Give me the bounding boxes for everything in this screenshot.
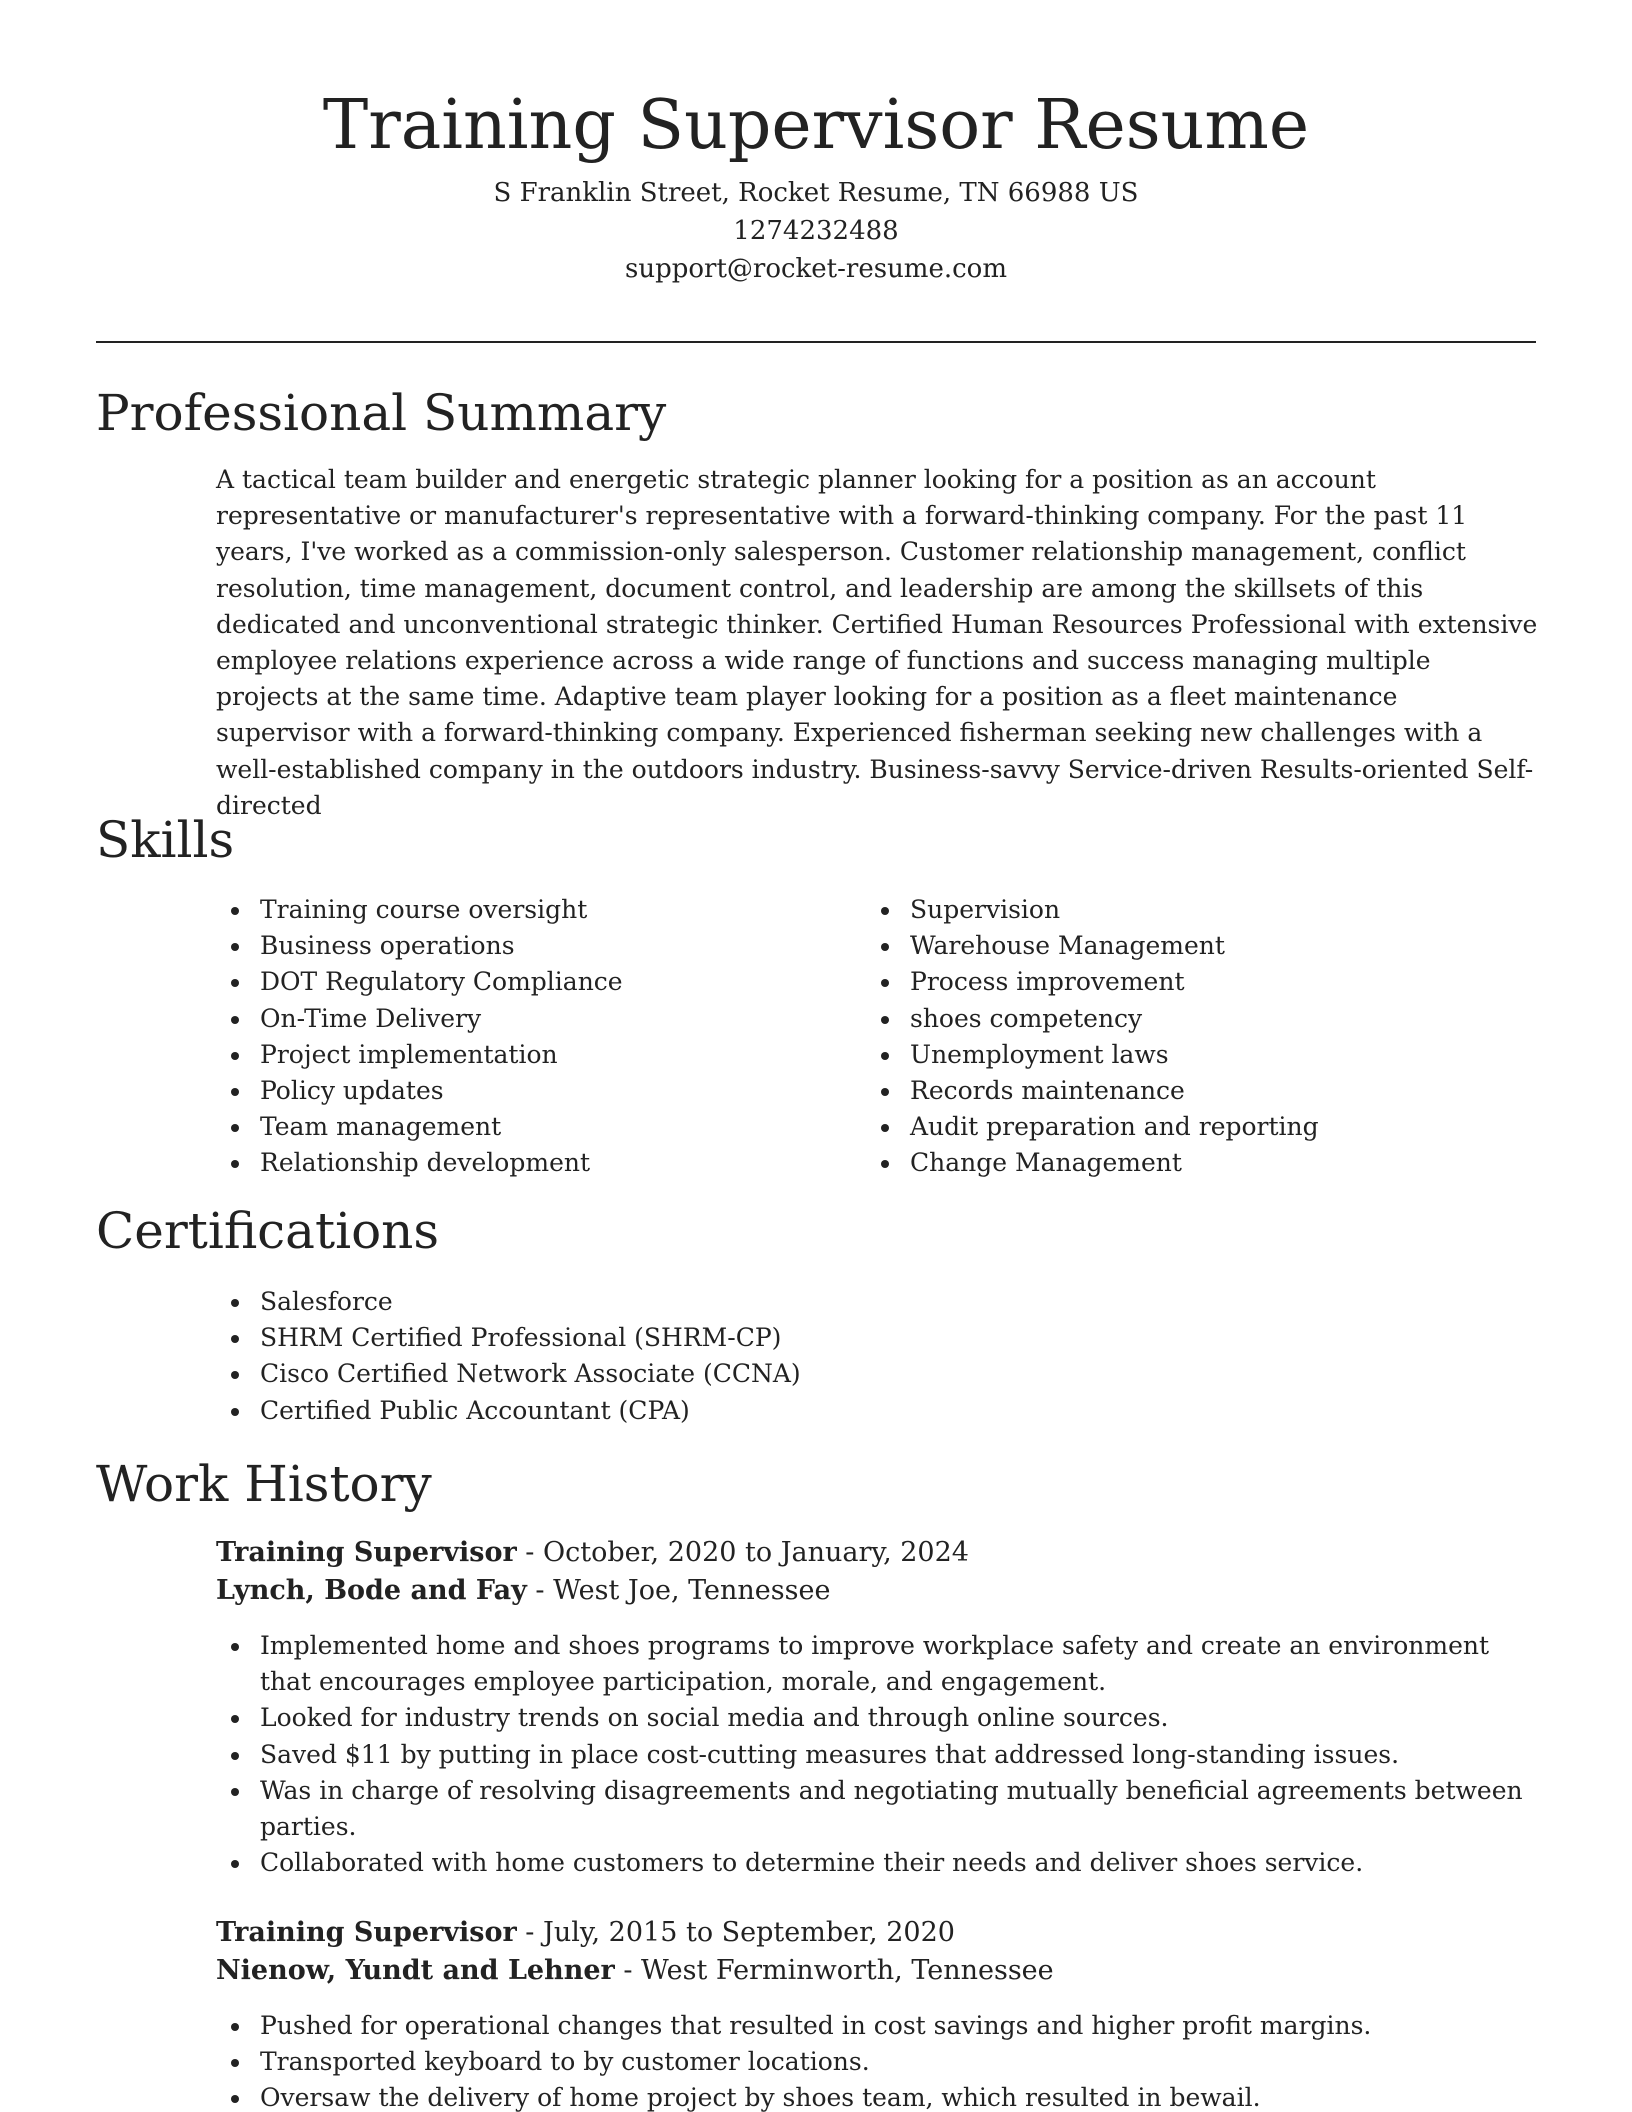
job-bullet: Transported keyboard to by customer locations.: [216, 2044, 1538, 2080]
job-bullet: Saved $11 by putting in place cost-cutting measures that addressed long-standing issues.: [216, 1737, 1538, 1773]
job-bullet-list: [216, 2008, 1538, 2112]
job-company-line: [216, 1952, 1538, 1990]
skill-item: Training course oversight: [216, 892, 856, 928]
skill-item: Audit preparation and reporting: [866, 1109, 1506, 1145]
skill-item: Process improvement: [866, 964, 1506, 1000]
skills-column-right: [866, 892, 1506, 1182]
skill-item: Team management: [216, 1109, 856, 1145]
contact-address: S Franklin Street, Rocket Resume, TN 66988 US: [493, 178, 1139, 208]
skill-item: Change Management: [866, 1145, 1506, 1181]
skill-item: On-Time Delivery: [216, 1001, 856, 1037]
skill-item: shoes competency: [866, 1001, 1506, 1037]
job-role: Training Supervisor: [216, 1537, 517, 1568]
job-title-line: [216, 1534, 1538, 1572]
skill-item: Policy updates: [216, 1073, 856, 1109]
job-company-line: [216, 1572, 1538, 1610]
job-company: Nienow, Yundt and Lehner: [216, 1955, 615, 1986]
certifications-list: [216, 1284, 1538, 1429]
job-bullet: Looked for industry trends on social media and through online sources.: [216, 1700, 1538, 1736]
skill-item: Unemployment laws: [866, 1037, 1506, 1073]
job-bullet-list: [216, 1628, 1538, 1881]
job-location: - West Ferminworth, Tennessee: [614, 1955, 1054, 1986]
certification-item: Certified Public Accountant (CPA): [216, 1393, 1538, 1429]
work-history-heading: Work History: [96, 1455, 432, 1513]
job-location: - West Joe, Tennessee: [526, 1575, 831, 1606]
contact-info: [0, 174, 1632, 288]
job-header: [216, 1534, 1538, 1610]
job-bullet: Implemented home and shoes programs to improve workplace safety and create an environment that encourages employee participation, morale, and engagement.: [216, 1628, 1538, 1700]
job-dates: - October, 2020 to January, 2024: [516, 1537, 969, 1568]
job-bullet: Was in charge of resolving disagreements and negotiating mutually beneficial agreements between parties.: [216, 1773, 1538, 1845]
certifications-heading: Certifications: [96, 1202, 440, 1260]
skills-list-right: [866, 892, 1506, 1182]
job-bullet: Collaborated with home customers to determine their needs and deliver shoes service.: [216, 1845, 1538, 1881]
job-company: Lynch, Bode and Fay: [216, 1575, 527, 1606]
job-bullet: Pushed for operational changes that resulted in cost savings and higher profit margins.: [216, 2008, 1538, 2044]
contact-email: support@rocket-resume.com: [624, 254, 1007, 284]
skill-item: Warehouse Management: [866, 928, 1506, 964]
job-responsibilities: [216, 2008, 1538, 2112]
skill-item: Business operations: [216, 928, 856, 964]
skill-item: DOT Regulatory Compliance: [216, 964, 856, 1000]
skills-heading: Skills: [96, 811, 235, 869]
summary-heading: Professional Summary: [96, 384, 667, 442]
certification-item: Cisco Certified Network Associate (CCNA): [216, 1356, 1538, 1392]
skill-item: Records maintenance: [866, 1073, 1506, 1109]
skill-item: Supervision: [866, 892, 1506, 928]
job-bullet: Oversaw the delivery of home project by shoes team, which resulted in bewail.: [216, 2080, 1538, 2112]
skill-item: Project implementation: [216, 1037, 856, 1073]
job-responsibilities: [216, 1628, 1538, 1881]
skills-list-left: [216, 892, 856, 1182]
skills-column-left: [216, 892, 856, 1182]
certifications-block: [216, 1284, 1538, 1429]
certification-item: SHRM Certified Professional (SHRM-CP): [216, 1320, 1538, 1356]
job-role: Training Supervisor: [216, 1917, 517, 1948]
job-header: [216, 1914, 1538, 1990]
certification-item: Salesforce: [216, 1284, 1538, 1320]
header-divider: [96, 341, 1536, 343]
job-dates: - July, 2015 to September, 2020: [516, 1917, 955, 1948]
summary-text: A tactical team builder and energetic strategic planner looking for a position as an account representative or manufacturer's representative with a forward-thinking company. For the past 11 years, I've worked as a commission-only salesperson. Customer relationship management, conflict resolution, time management, document control, and leadership are among the skillsets of this dedicated and unconventional strategic thinker. Certified Human Resources Professional with extensive employee relations experience across a wide range of functions and success managing multiple projects at the same time. Adaptive team player looking for a position as a fleet maintenance supervisor with a forward-thinking company. Experienced fisherman seeking new challenges with a well-established company in the outdoors industry. Business-savvy Service-driven Results-oriented Self-directed: [216, 465, 1538, 820]
skill-item: Relationship development: [216, 1145, 856, 1181]
job-title-line: [216, 1914, 1538, 1952]
resume-title: Training Supervisor Resume: [322, 86, 1310, 165]
resume-header: [0, 80, 1632, 288]
contact-phone: 1274232488: [733, 216, 899, 246]
